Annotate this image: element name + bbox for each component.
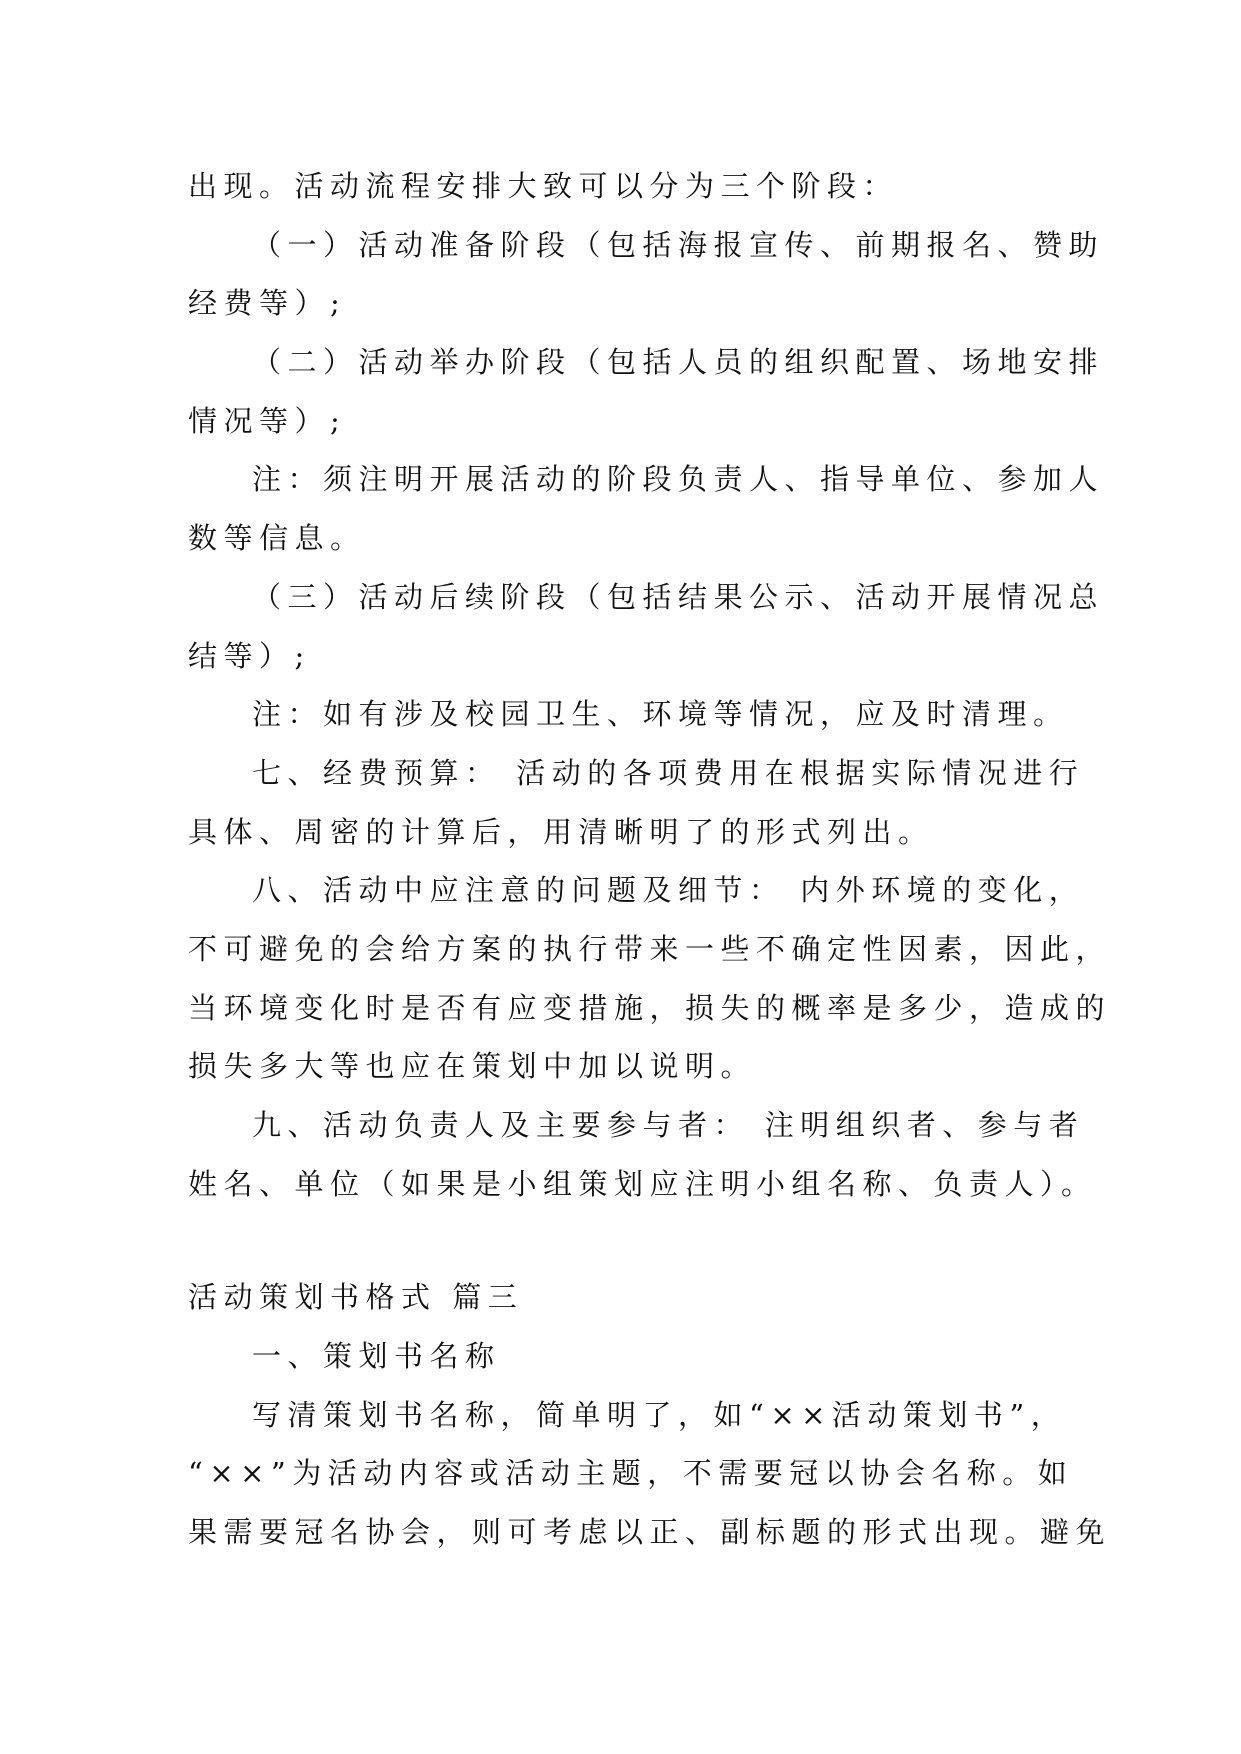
text-line: 数等信息。 (188, 521, 366, 556)
text-line: 一、策划书名称 (252, 1339, 501, 1374)
text-line: 具体、周密的计算后，用清晰明了的形式列出。 (188, 814, 934, 849)
section-heading: 活动策划书格式 篇三 (188, 1280, 524, 1315)
text-line: 不可避免的会给方案的执行带来一些不确定性因素，因此， (188, 931, 1112, 966)
text-line: 七、经费预算： 活动的各项费用在根据实际情况进行 (252, 755, 1085, 790)
text-line: 经费等）; (188, 286, 347, 321)
text-line: 注：如有涉及校园卫生、环境等情况，应及时清理。 (252, 697, 1069, 732)
text-line: 出现。活动流程安排大致可以分为三个阶段： (188, 169, 899, 203)
text-line: “××”为活动内容或活动主题，不需要冠以协会名称。如 (188, 1456, 1074, 1491)
text-line: 当环境变化时是否有应变措施，损失的概率是多少，造成的 (188, 990, 1112, 1025)
text-line: 结等）; (188, 638, 311, 673)
text-line: （一）活动准备阶段（包括海报宣传、前期报名、赞助 (252, 227, 1105, 262)
text-line: 损失多大等也应在策划中加以说明。 (188, 1049, 757, 1084)
text-line: 情况等）; (188, 403, 347, 438)
text-line: （三）活动后续阶段（包括结果公示、活动开展情况总 (252, 579, 1105, 614)
text-line: （二）活动举办阶段（包括人员的组织配置、场地安排 (252, 345, 1105, 380)
text-line: 注：须注明开展活动的阶段负责人、指导单位、参加人 (252, 462, 1105, 497)
text-line: 八、活动中应注意的问题及细节： 内外环境的变化， (252, 873, 1085, 908)
text-line: 写清策划书名称，简单明了，如“××活动策划书”， (252, 1397, 1067, 1432)
text-line: 果需要冠名协会，则可考虑以正、副标题的形式出现。避免 (188, 1515, 1112, 1550)
text-line: 姓名、单位（如果是小组策划应注明小组名称、负责人）。 (188, 1166, 1097, 1201)
document-body (188, 157, 1112, 1562)
blank-line (188, 1213, 1058, 1268)
text-line: 九、活动负责人及主要参与者： 注明组织者、参与者 (252, 1108, 1085, 1142)
